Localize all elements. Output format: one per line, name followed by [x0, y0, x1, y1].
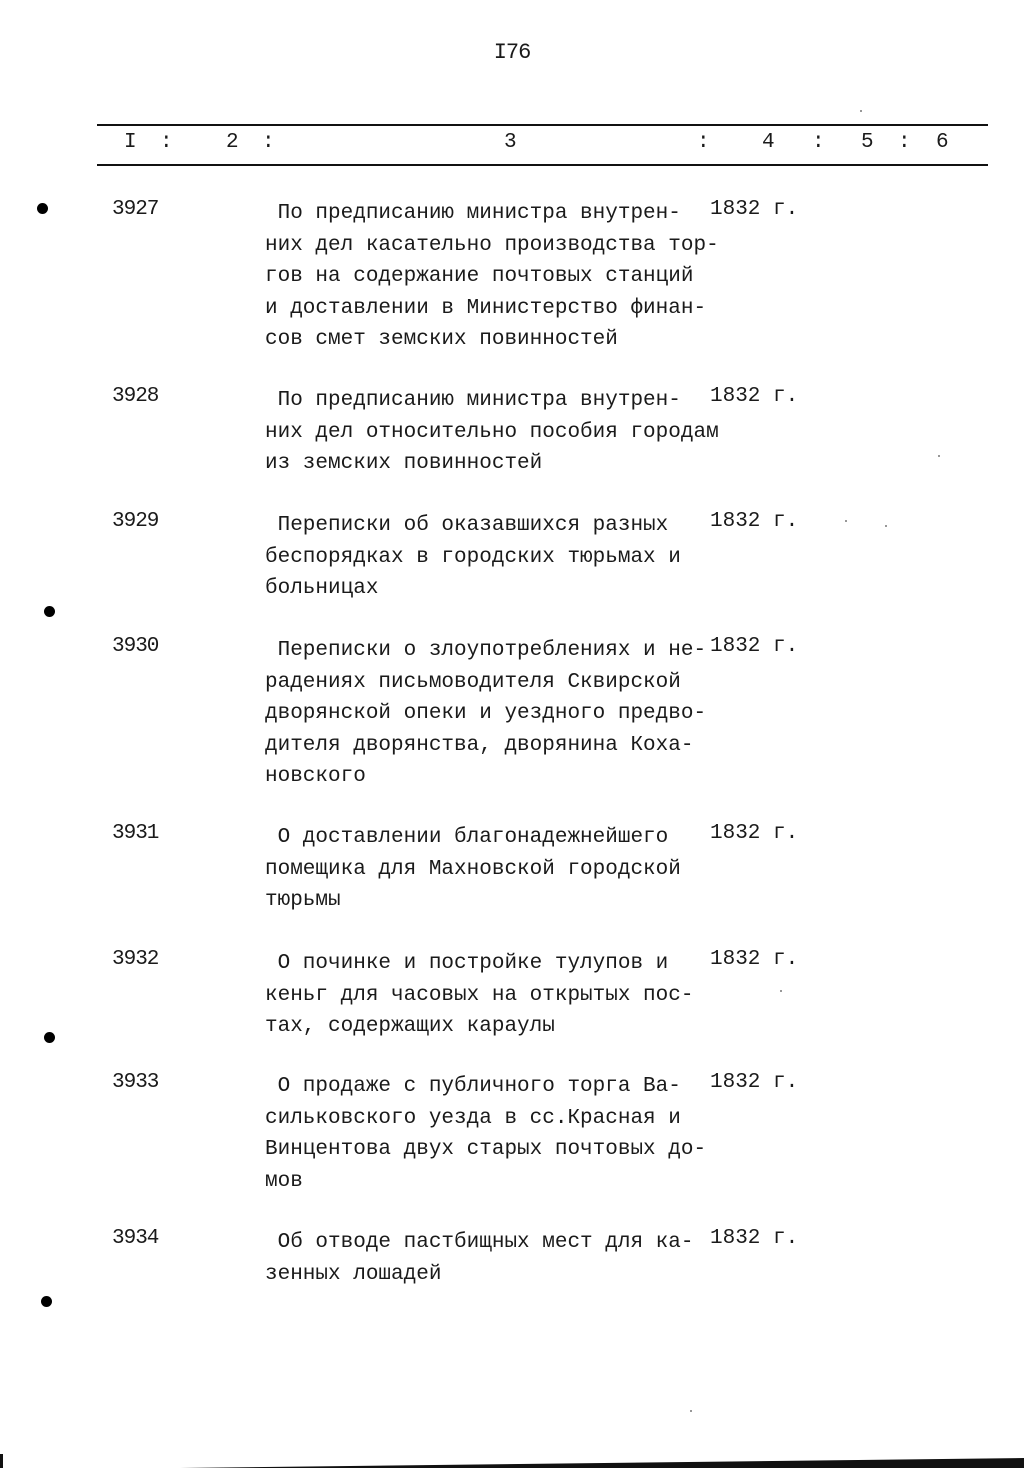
- entry-number: 3931: [112, 822, 159, 845]
- entry-date: 1832 г.: [710, 635, 799, 658]
- column-separator: :: [898, 131, 911, 154]
- punch-hole-icon: [44, 606, 55, 617]
- entry-date: 1832 г.: [710, 385, 799, 408]
- entry-number: 3928: [112, 385, 159, 408]
- entry-description: О продаже с публичного торга Ва- сильковского уезда в сс.Красная и Винцентова двух старых почтовых до- мов: [265, 1075, 707, 1193]
- entry-description: По предписанию министра внутрен- них дел относительно пособия городам из земских повинностей: [265, 389, 719, 475]
- scan-speck: [780, 990, 782, 992]
- entry-number: 3930: [112, 635, 159, 658]
- entry-number: 3929: [112, 510, 159, 533]
- scan-speck: [845, 520, 847, 522]
- column-2-label: 2: [226, 131, 239, 154]
- column-separator: :: [160, 131, 173, 154]
- column-3-label: 3: [504, 131, 517, 154]
- punch-hole-icon: [37, 203, 48, 214]
- page-number: I76: [493, 40, 531, 65]
- entry-description: О починке и постройке тулупов и кеньг для часовых на открытых пос- тах, содержащих караулы: [265, 952, 694, 1038]
- entry-description: По предписанию министра внутрен- них дел касательно производства тор- гов на содержание почтовых станций и доставлении в Министерство финан- сов смет земских повинностей: [265, 202, 719, 351]
- entry-number: 3934: [112, 1227, 159, 1250]
- entry-date: 1832 г.: [710, 198, 799, 221]
- entry-description: Переписки об оказавшихся разных беспорядках в городских тюрьмах и больницах: [265, 514, 681, 600]
- header-rule-bottom: [97, 164, 988, 166]
- entry-date: 1832 г.: [710, 948, 799, 971]
- entry-date: 1832 г.: [710, 510, 799, 533]
- header-rule-top: [97, 124, 988, 126]
- entry-description: О доставлении благонадежнейшего помещика для Махновской городской тюрьмы: [265, 826, 681, 912]
- column-6-label: 6: [936, 131, 949, 154]
- scan-speck: [860, 110, 862, 112]
- table-header: [0, 131, 1024, 159]
- scan-speck: [690, 1410, 692, 1412]
- column-separator: :: [812, 131, 825, 154]
- entry-description: Переписки о злоупотреблениях и не- радениях письмоводителя Сквирской дворянской опеки и уездного предво- дителя дворянства, дворянина Коха- новского: [265, 639, 707, 788]
- column-separator: :: [697, 131, 710, 154]
- entry-date: 1832 г.: [710, 1071, 799, 1094]
- column-1-label: I: [124, 131, 137, 154]
- entry-number: 3927: [112, 198, 159, 221]
- scan-speck: [885, 525, 887, 527]
- entry-number: 3932: [112, 948, 159, 971]
- entry-description: Об отводе пастбищных мест для ка- зенных лошадей: [265, 1231, 694, 1286]
- column-4-label: 4: [762, 131, 775, 154]
- punch-hole-icon: [44, 1032, 55, 1043]
- scan-speck: [938, 455, 940, 457]
- entry-date: 1832 г.: [710, 1227, 799, 1250]
- scan-edge: [0, 1454, 1024, 1468]
- entry-date: 1832 г.: [710, 822, 799, 845]
- punch-hole-icon: [41, 1296, 52, 1307]
- column-5-label: 5: [861, 131, 874, 154]
- column-separator: :: [262, 131, 275, 154]
- entry-number: 3933: [112, 1071, 159, 1094]
